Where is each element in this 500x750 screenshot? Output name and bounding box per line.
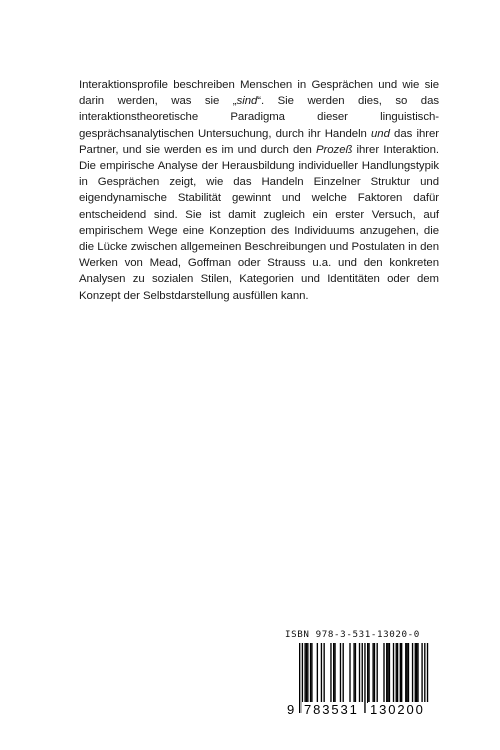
barcode-bar [359,643,360,703]
blurb-run: “. Sie werden dies, so das interaktionstheoretische Paradigma dieser linguistisch-gesprächsanalytischen Untersuchung, durch ihr Handeln [79,95,439,140]
barcode-bar [340,643,341,703]
barcode-right-digits: 130200 [368,702,430,717]
barcode-bar [389,643,390,703]
blurb-text [79,77,439,304]
isbn-label: ISBN 978-3-531-13020-0 [285,629,420,640]
barcode-bar [343,643,344,703]
barcode-bar [393,643,394,703]
barcode-bar [387,643,388,703]
barcode-bar [306,643,307,703]
barcode-bar [397,643,398,703]
barcode-bar [323,643,324,703]
barcode-bar [321,643,322,703]
blurb-emphasis: Prozeß [315,143,353,156]
barcode-bar [421,643,422,703]
barcode-bar [415,643,416,703]
barcode-bar [304,643,305,703]
barcode-bar [412,643,413,703]
barcode-bar [408,643,409,703]
barcode-bar [400,643,401,703]
barcode-bar [417,643,418,703]
barcode-lead-digit: 9 [287,702,295,717]
isbn-block [285,629,435,721]
barcode-bar [310,643,311,703]
barcode-bar [355,643,356,703]
barcode-bar [368,643,369,703]
barcode-bar [406,643,407,703]
barcode-bar [386,643,387,703]
blurb-emphasis: und [371,127,390,140]
barcode-digits [285,702,435,720]
barcode-bar [416,643,417,703]
barcode [285,643,435,721]
barcode-bar [317,643,318,703]
blurb-emphasis: sind [236,95,258,108]
barcode-bar [401,643,402,703]
barcode-bar [353,643,354,703]
barcode-bar [330,643,331,703]
barcode-bar [372,643,373,703]
barcode-bar [307,643,308,703]
barcode-bar [405,643,406,703]
barcode-bar [367,643,368,703]
blurb-run: Interaktionsprofile beschreiben Menschen in Gesprächen und wie sie darin werden, was sie „ [79,79,439,108]
blurb-paragraph [79,77,439,304]
barcode-bar [383,643,384,703]
blurb-run: das ihrer Partner, und sie werden es im und durch den [79,127,439,156]
barcode-bar [377,643,378,703]
barcode-left-digits: 783531 [302,702,364,717]
barcode-bar [396,643,397,703]
barcode-bar [311,643,312,703]
barcode-bar [374,643,375,703]
barcode-bar [334,643,335,703]
barcode-bar [333,643,334,703]
blurb-run: ihrer Interaktion. Die empirische Analyse der Herausbildung individueller Handlungstypik in Gesprächen zeigt, wie das Handeln Einzelner Struktur und eigendynamische Stabilität gewinnt und welche Faktoren dafür entscheidend sind. Sie ist damit zugleich ein erster Versuch, auf empirischem Wege eine Konzeption des Individuums anzugehen, die die Lücke zwischen allgemeinen Beschreibungen und Postulaten in den Werken von Mead, Goffman oder Strauss u.a. und den konkreten Analysen zu sozialen Stilen, Kategorien und Identitäten oder dem Konzept der Selbstdarstellung ausfüllen kann. [79,143,439,302]
barcode-bar [349,643,350,703]
